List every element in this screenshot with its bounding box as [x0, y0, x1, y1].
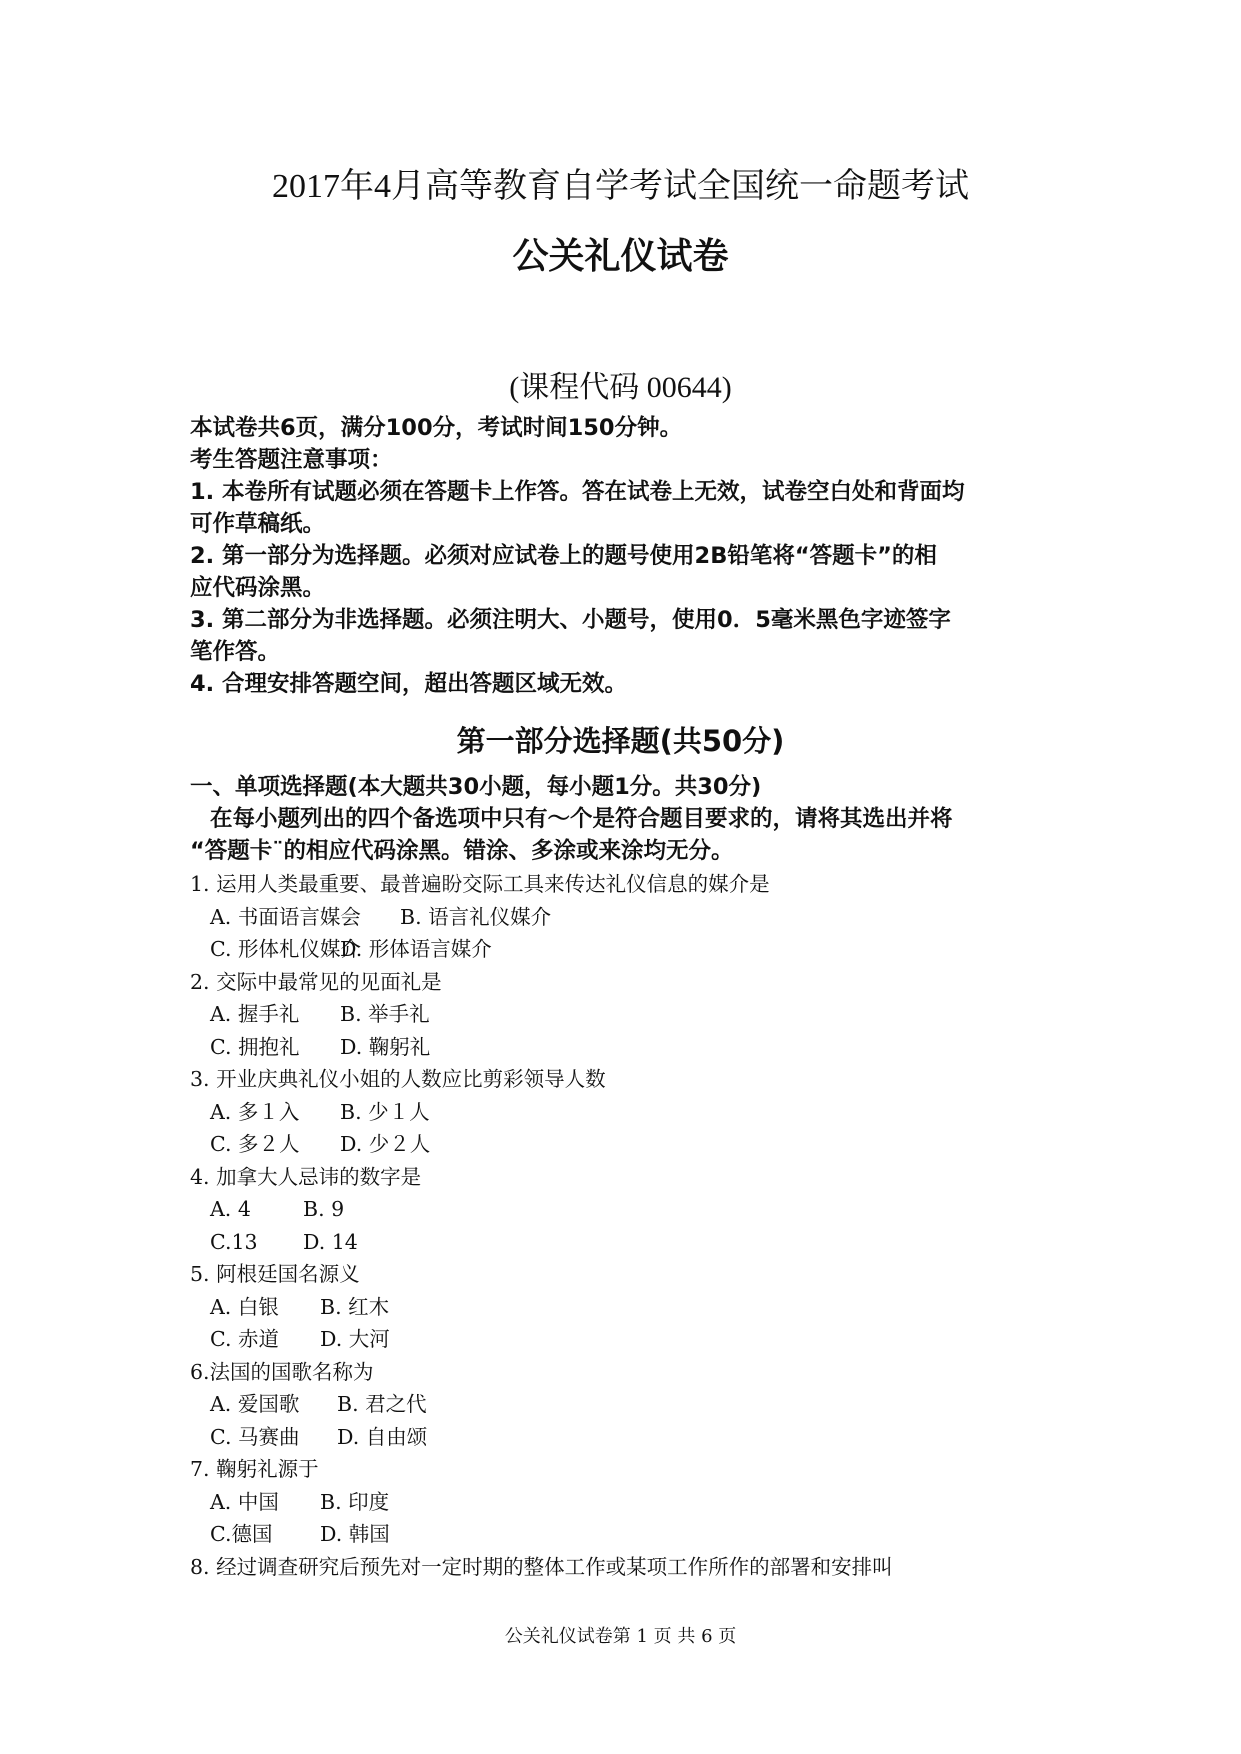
- question-options-row: [190, 1291, 1090, 1324]
- question-stem: 7. 鞠躬礼源于: [190, 1457, 319, 1481]
- question-options-row: [190, 1323, 1090, 1356]
- question-stem: 5. 阿根廷国名源义: [190, 1262, 360, 1286]
- question-list: [190, 868, 1090, 1583]
- question-options-row: [190, 998, 1090, 1031]
- question-option: D. 形体语言媒介: [340, 937, 492, 961]
- question-option: C. 多２人: [210, 1132, 300, 1156]
- question-option: D. 自由颂: [337, 1424, 428, 1449]
- note-line: 考生答题注意事项：: [190, 447, 393, 473]
- note-line: 本试卷共6页，满分100分，考试时间150分钟。: [190, 415, 683, 441]
- question-option: C. 赤道: [210, 1327, 279, 1351]
- question-stem: 2. 交际中最常见的见面礼是: [190, 969, 442, 994]
- question-option: D. 韩国: [320, 1522, 390, 1546]
- question-option: B. 语言礼仪媒介: [400, 904, 552, 929]
- instruction-line: “答题卡¨的相应代码涂黑。错涂、多涂或来涂均无分。: [190, 838, 734, 864]
- question-options-row: [190, 1518, 1090, 1551]
- question-options-row: [190, 1486, 1090, 1519]
- question-option: A. 书面语言媒会: [210, 904, 361, 929]
- question-stem: 8. 经过调查研究后预先对一定时期的整体工作或某项工作所作的部署和安排叫: [190, 1554, 893, 1579]
- question-stem: 6.法国的国歌名称为: [190, 1359, 374, 1384]
- question-option: C. 拥抱礼: [210, 1034, 300, 1059]
- exam-notes: [190, 412, 1070, 700]
- question-option: B. 9: [303, 1197, 345, 1221]
- question-option: A. 白银: [210, 1294, 279, 1319]
- question-option: D. 少２人: [340, 1132, 431, 1156]
- page-footer: 公关礼仪试卷第 1 页 共 6 页: [504, 1626, 737, 1647]
- question-option: A. 多１入: [210, 1099, 300, 1124]
- question-option: D. 鞠躬礼: [340, 1034, 431, 1059]
- question-options-row: [190, 1388, 1090, 1421]
- question-options-row: [190, 901, 1090, 934]
- instruction-line: 在每小题列出的四个备选项中只有〜个是符合题目要求的，请将其选出并将: [210, 806, 953, 832]
- question-option: A. 4: [210, 1197, 251, 1221]
- note-line: 4. 合理安排答题空间，超出答题区域无效。: [190, 671, 628, 697]
- question-option: C.德国: [210, 1522, 273, 1546]
- course-code: (课程代码 00644): [509, 371, 732, 404]
- question-option: B. 红木: [320, 1294, 390, 1319]
- question-options-row: [190, 1193, 1090, 1226]
- note-line: 3. 第二部分为非选择题。必须注明大、小题号，使用0．5毫米黑色字迹签字: [190, 607, 951, 633]
- note-line: 笔作答。: [190, 639, 281, 665]
- section-instructions: [190, 771, 1070, 867]
- note-line: 应代码涂黑。: [190, 575, 326, 601]
- question-option: B. 少１人: [340, 1099, 430, 1124]
- question-option: C.13: [210, 1229, 258, 1254]
- section-heading: 一、单项选择题(本大题共30小题，每小题1分。共30分): [190, 774, 762, 800]
- question-stem: 1. 运用人类最重要、最普遍盼交际工具来传达礼仪信息的媒介是: [190, 872, 770, 896]
- question-option: B. 君之代: [337, 1392, 427, 1416]
- note-line: 1. 本卷所有试题必须在答题卡上作答。答在试卷上无效，试卷空白处和背面均: [190, 479, 965, 505]
- note-line: 可作草稿纸。: [190, 511, 326, 537]
- question-options-row: [190, 1096, 1090, 1129]
- question-option: B. 印度: [320, 1489, 390, 1514]
- question-option: A. 爱国歌: [210, 1392, 300, 1416]
- question-stem: 3. 开业庆典礼仪小姐的人数应比剪彩领导人数: [190, 1067, 606, 1091]
- exam-title: 2017年4月高等教育自学考试全国统一命题考试: [272, 168, 969, 205]
- question-option: D. 大河: [320, 1327, 390, 1351]
- question-option: A. 握手礼: [210, 1002, 300, 1026]
- question-options-row: [190, 933, 1090, 966]
- question-options-row: [190, 1421, 1090, 1454]
- question-stem: 4. 加拿大人忌讳的数字是: [190, 1164, 422, 1189]
- section-title: 第一部分选择题(共50分): [456, 724, 785, 758]
- question-option: C. 形体札仪媒介: [210, 937, 361, 961]
- question-options-row: [190, 1226, 1090, 1259]
- paper-title: 公关礼仪试卷: [512, 236, 729, 277]
- note-line: 2. 第一部分为选择题。必须对应试卷上的题号使用2B铅笔将“答题卡”的相: [190, 543, 937, 569]
- question-option: A. 中国: [210, 1489, 279, 1514]
- question-options-row: [190, 1128, 1090, 1161]
- question-option: C. 马赛曲: [210, 1424, 300, 1449]
- question-option: B. 举手礼: [340, 1002, 430, 1026]
- question-option: D. 14: [303, 1229, 358, 1254]
- question-options-row: [190, 1031, 1090, 1064]
